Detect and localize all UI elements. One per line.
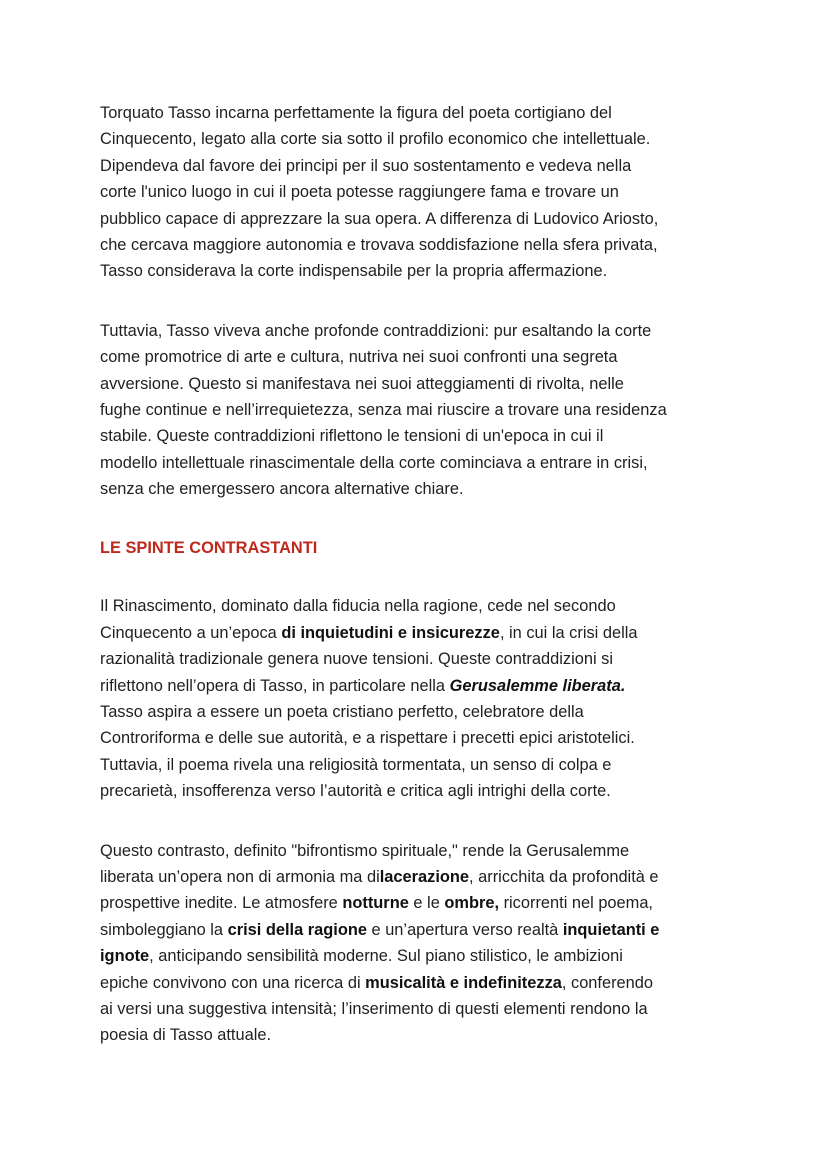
text-line: [100, 593, 667, 619]
text-segment: simboleggiano la: [100, 920, 228, 939]
text-line: [100, 673, 667, 699]
text-line: [100, 752, 667, 778]
text-line: [100, 450, 667, 476]
emphasized-text: Gerusalemme liberata.: [449, 676, 626, 695]
text-segment: epiche convivono con una ricerca di: [100, 973, 366, 992]
text-segment: senza che emergessero ancora alternative chiare.: [100, 480, 464, 499]
text-line: [100, 423, 667, 449]
section-heading: LE SPINTE CONTRASTANTI: [100, 539, 318, 558]
paragraph: [100, 100, 667, 285]
text-line: [100, 397, 667, 423]
text-segment: liberata un’opera non di armonia ma di: [100, 867, 380, 886]
text-line: [100, 318, 667, 344]
text-line: [100, 620, 667, 646]
emphasized-text: crisi della ragione: [227, 920, 367, 939]
text-line: [100, 1022, 667, 1048]
text-segment: e le: [408, 894, 445, 913]
text-segment: , in cui la crisi della: [499, 623, 638, 642]
text-line: [100, 179, 667, 205]
text-line: [100, 258, 667, 284]
text-segment: Tasso considerava la corte indispensabile per la propria affermazione.: [100, 262, 608, 281]
text-segment: ricorrenti nel poema,: [499, 894, 653, 913]
text-line: [100, 864, 667, 890]
text-line: [100, 371, 667, 397]
text-segment: Torquato Tasso incarna perfettamente la figura del poeta cortigiano del: [100, 104, 612, 122]
paragraph: [100, 838, 667, 1049]
text-line: [100, 206, 667, 232]
text-segment: razionalità tradizionale genera nuove tensioni. Queste contraddizioni si: [100, 650, 613, 669]
text-line: [100, 725, 667, 751]
text-segment: Dipendeva dal favore dei principi per il suo sostentamento e vedeva nella: [100, 156, 632, 175]
text-segment: pubblico capace di apprezzare la sua opera. A differenza di Ludovico Ariosto,: [100, 209, 659, 228]
text-line: [100, 232, 667, 258]
emphasized-text: ombre,: [444, 894, 500, 913]
text-segment: prospettive inedite. Le atmosfere: [100, 894, 343, 913]
text-segment: poesia di Tasso attuale.: [100, 1026, 272, 1045]
text-segment: modello intellettuale rinascimentale della corte cominciava a entrare in crisi,: [100, 453, 648, 472]
text-segment: precarietà, insofferenza verso l’autorità e critica agli intrighi della corte.: [100, 782, 611, 801]
text-line: [100, 100, 667, 126]
text-line: [100, 153, 667, 179]
emphasized-text: lacerazione: [379, 867, 470, 886]
intro-section: [100, 100, 667, 502]
text-segment: , arricchita da profondità e: [469, 867, 659, 886]
text-segment: che cercava maggiore autonomia e trovava soddisfazione nella sfera privata,: [100, 235, 658, 254]
text-segment: Il Rinascimento, dominato dalla fiducia nella ragione, cede nel secondo: [100, 597, 616, 616]
text-segment: Tasso aspira a essere un poeta cristiano perfetto, celebratore della: [100, 703, 584, 722]
text-line: [100, 890, 667, 916]
emphasized-text: musicalità e indefinitezza: [365, 973, 562, 992]
text-line: [100, 344, 667, 370]
text-segment: stabile. Queste contraddizioni riflettono le tensioni di un'epoca in cui il: [100, 427, 604, 446]
spinte-contrastanti-section: [100, 593, 667, 1048]
emphasized-text: notturne: [342, 894, 409, 913]
emphasized-text: ignote: [100, 947, 150, 966]
paragraph: [100, 593, 667, 804]
text-segment: come promotrice di arte e cultura, nutriva nei suoi confronti una segreta: [100, 348, 618, 367]
text-line: [100, 476, 667, 502]
text-segment: Controriforma e delle sue autorità, e a rispettare i precetti epici aristotelici.: [100, 729, 635, 748]
text-segment: Questo contrasto, definito "bifrontismo spirituale," rende la Gerusalemme: [100, 841, 630, 860]
text-segment: fughe continue e nell’irrequietezza, senza mai riuscire a trovare una residenza: [100, 400, 667, 419]
text-line: [100, 778, 667, 804]
text-segment: Cinquecento, legato alla corte sia sotto il profilo economico che intellettuale.: [100, 130, 651, 149]
text-segment: riflettono nell’opera di Tasso, in particolare nella: [100, 676, 450, 695]
paragraph: [100, 318, 667, 503]
text-segment: Tuttavia, il poema rivela una religiosità tormentata, un senso di colpa e: [100, 755, 612, 774]
text-line: [100, 126, 667, 152]
text-segment: , conferendo: [561, 973, 654, 992]
text-segment: Tuttavia, Tasso viveva anche profonde contraddizioni: pur esaltando la corte: [100, 321, 652, 340]
text-line: [100, 970, 667, 996]
text-segment: avversione. Questo si manifestava nei suoi atteggiamenti di rivolta, nelle: [100, 374, 624, 393]
text-line: [100, 917, 667, 943]
text-segment: e un’apertura verso realtà: [366, 920, 563, 939]
text-segment: ai versi una suggestiva intensità; l’inserimento di questi elementi rendono la: [100, 999, 648, 1018]
text-line: [100, 699, 667, 725]
text-segment: corte l'unico luogo in cui il poeta potesse raggiungere fama e trovare un: [100, 183, 619, 202]
document-page: [100, 100, 667, 1082]
text-line: [100, 996, 667, 1022]
emphasized-text: di inquietudini e insicurezze: [281, 623, 500, 642]
text-line: [100, 943, 667, 969]
text-line: [100, 838, 667, 864]
text-segment: Cinquecento a un’epoca: [100, 623, 282, 642]
emphasized-text: inquietanti e: [562, 920, 660, 939]
text-line: [100, 646, 667, 672]
text-segment: , anticipando sensibilità moderne. Sul piano stilistico, le ambizioni: [149, 947, 623, 966]
